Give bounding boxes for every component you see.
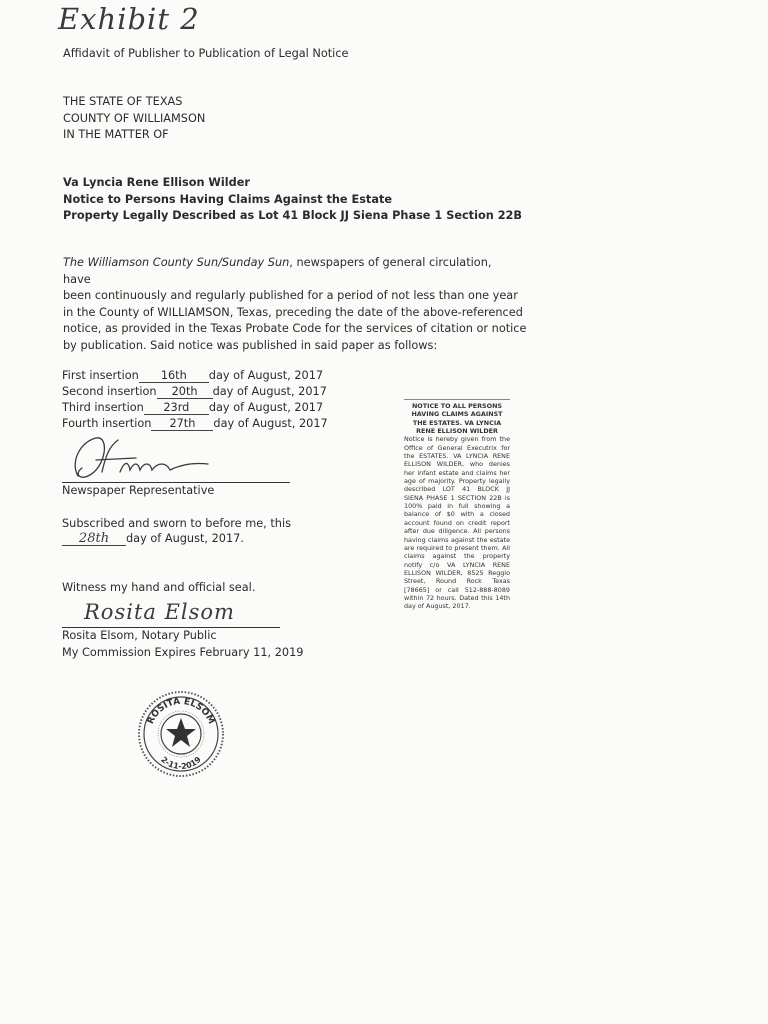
insertion-row (62, 385, 327, 399)
exhibit-label: Exhibit 2 (58, 2, 200, 36)
notary-signature: Rosita Elsom (84, 600, 235, 624)
notary-seal (136, 689, 226, 779)
insertion-label: Third insertion (62, 401, 144, 414)
insertion-label: Fourth insertion (62, 417, 152, 430)
insertion-suffix: day of August, 2017 (213, 417, 328, 430)
clipping-body: Notice is hereby given from the Office of General Executrix for the ESTATES. VA LYNCIA RENE ELLISON WILDER, who denies her infant estate and claims her age of majority. Property legally described LOT 41 BLOCK JJ SIENA PHASE 1 SECTION 22B is 100% paid in full showing a balance of $0 with a closed account found on credit report after due diligence. All persons having claims against the estate are required to present them. All claims against the property notify c/o VA LYNCIA RENE ELLISON WILDER, 8525 Reggio Street, Round Rock Texas [78665] or call 512-888-8089 within 72 hours. Dated this 14th day of August, 2017. (404, 435, 510, 611)
insertion-row (62, 417, 328, 431)
representative-label: Newspaper Representative (62, 484, 215, 497)
insertion-day: 27th (151, 417, 213, 431)
statement-paragraph (63, 255, 527, 355)
insertion-suffix: day of August, 2017 (212, 385, 327, 398)
commission-expiry: My Commission Expires February 11, 2019 (62, 646, 304, 659)
jurisdiction-state: THE STATE OF TEXAS (63, 95, 183, 108)
matter-name: Va Lyncia Rene Ellison Wilder (63, 176, 250, 189)
insertion-suffix: day of August, 2017 (208, 369, 324, 382)
clipping-heading: NOTICE TO ALL PERSONS HAVING CLAIMS AGAINST THE ESTATES. VA LYNCIA RENE ELLISON WILDER (411, 402, 503, 436)
seal-bottom-text: 2-11-2019 (159, 754, 203, 772)
insertion-day: 16th (139, 369, 209, 383)
insertion-day: 20th (157, 385, 213, 399)
witness-line: Witness my hand and official seal. (62, 581, 256, 594)
seal-top-text: ROSITA ELSOM (145, 696, 217, 726)
statement-line-4: notice, as provided in the Texas Probate Code for the services of citation or notice (63, 322, 527, 336)
jurisdiction-matter: IN THE MATTER OF (63, 128, 169, 142)
seal-graphic (136, 689, 226, 779)
insertion-suffix: day of August, 2017 (208, 401, 324, 414)
matter-block (63, 175, 522, 225)
statement-line-3: in the County of WILLIAMSON, Texas, preceding the date of the above-referenced (63, 305, 523, 319)
insertion-row (62, 369, 323, 383)
sworn-date-row (62, 532, 244, 546)
matter-notice: Notice to Persons Having Claims Against the Estate (63, 192, 393, 206)
newspaper-clipping (404, 399, 510, 611)
matter-property: Property Legally Described as Lot 41 Block JJ Siena Phase 1 Section 22B (63, 209, 523, 223)
clipping-rule (404, 399, 510, 400)
jurisdiction-block (63, 94, 205, 144)
insertion-row (62, 401, 323, 415)
representative-signature (66, 432, 216, 484)
statement-line-2: been continuously and regularly published for a period of not less than one year (63, 289, 518, 303)
doc-title: Affidavit of Publisher to Publication of Legal Notice (63, 47, 349, 60)
jurisdiction-county: COUNTY OF WILLIAMSON (63, 111, 206, 125)
insertion-label: First insertion (62, 369, 139, 382)
star-icon (166, 718, 196, 747)
insertion-label: Second insertion (62, 385, 157, 398)
sworn-line: Subscribed and sworn to before me, this (62, 517, 291, 530)
statement-line-1: , newspapers of general circulation, have (63, 256, 492, 286)
newspaper-name: The Williamson County Sun/Sunday Sun (63, 256, 290, 269)
notary-name: Rosita Elsom, Notary Public (62, 629, 217, 642)
sworn-day: 28th (62, 532, 126, 546)
sworn-suffix: day of August, 2017. (126, 532, 244, 545)
insertion-day: 23rd (144, 401, 209, 415)
statement-line-5: by publication. Said notice was published in said paper as follows: (63, 338, 438, 352)
